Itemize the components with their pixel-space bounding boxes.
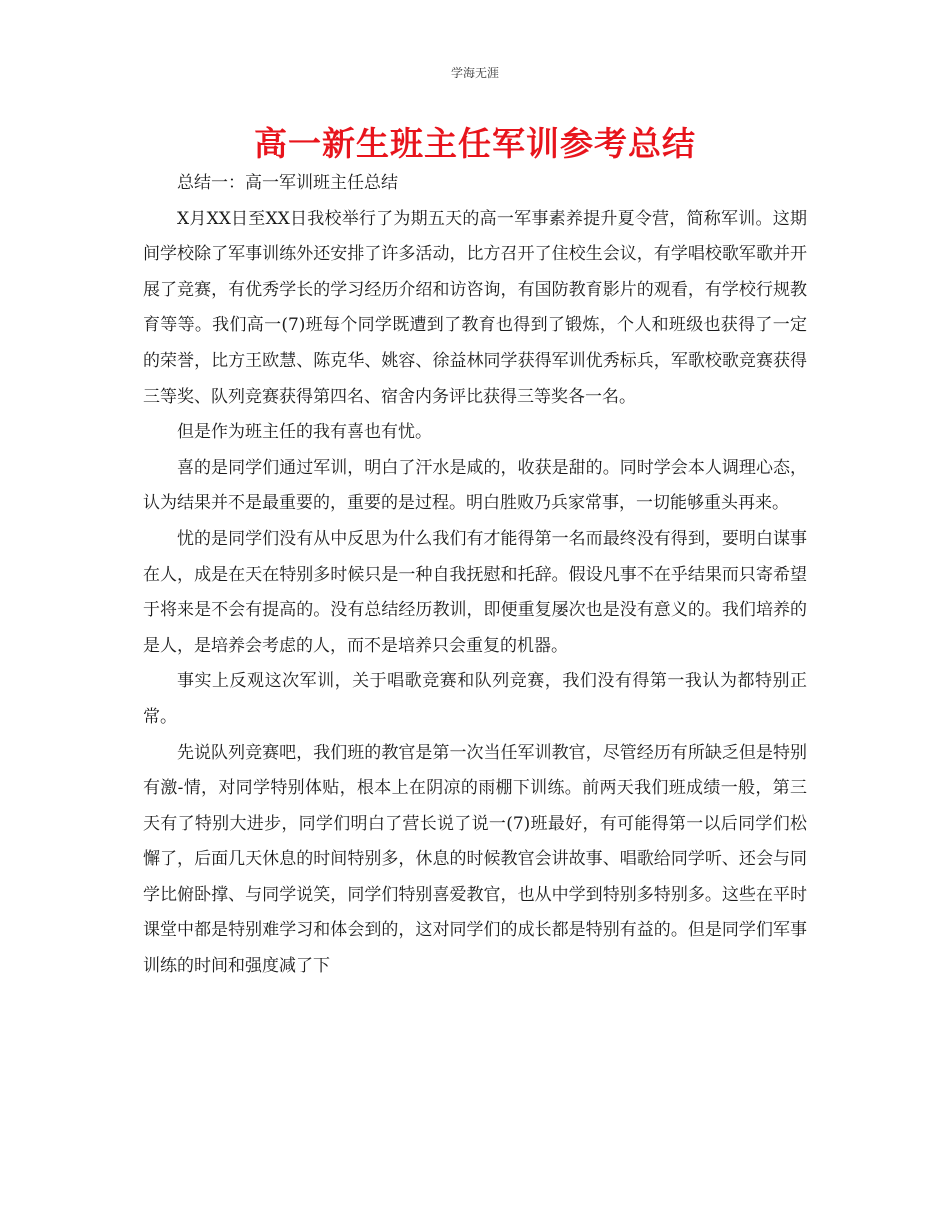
document-title: 高一新生班主任军训参考总结 <box>254 124 696 163</box>
paragraph: 先说队列竞赛吧，我们班的教官是第一次当任军训教官，尽管经历有所缺乏但是特别有激-情，对同学特别体贴，根本上在阴凉的雨棚下训练。前两天我们班成绩一般，第三天有了特别大进步，同学们明白了营长说了说一(7)班最好，有可能得第一以后同学们松懈了，后面几天休息的时间特别多，休息的时候教官会讲故事、唱歌给同学听、还会与同学比俯卧撑、与同学说笑，同学们特别喜爱教官，也从中学到特别多特别多。这些在平时课堂中都是特别难学习和体会到的，这对同学们的成长都是特别有益的。但是同学们军事训练的时间和强度减了下 <box>143 742 807 977</box>
paragraph: 但是作为班主任的我有喜也有忧。 <box>177 422 432 443</box>
document-body <box>143 166 807 985</box>
paragraph: 事实上反观这次军训，关于唱歌竞赛和队列竞赛，我们没有得第一我认为都特别正常。 <box>143 671 807 727</box>
paragraph: X月XX日至XX日我校举行了为期五天的高一军事素养提升夏令营，简称军训。这期间学校除了军事训练外还安排了许多活动，比方召开了住校生会议，有学唱校歌军歌并开展了竞赛，有优秀学长的学习经历介绍和访咨询，有国防教育影片的观看，有学校行规教育等等。我们高一(7)班每个同学既遭到了教育也得到了锻炼，个人和班级也获得了一定的荣誉，比方王欧慧、陈克华、姚容、徐益林同学获得军训优秀标兵，军歌校歌竞赛获得三等奖、队列竞赛获得第四名、宿舍内务评比获得三等奖各一名。 <box>143 208 807 407</box>
page-header: 学海无涯 <box>450 66 499 80</box>
paragraph: 喜的是同学们通过军训，明白了汗水是咸的，收获是甜的。同时学会本人调理心态，认为结果并不是最重要的，重要的是过程。明白胜败乃兵家常事，一切能够重头再来。 <box>143 457 807 514</box>
paragraph: 忧的是同学们没有从中反思为什么我们有才能得第一名而最终没有得到，要明白谋事在人，成是在天在特别多时候只是一种自我抚慰和托辞。假设凡事不在乎结果而只寄希望于将来是不会有提高的。没有总结经历教训，即便重复屡次也是没有意义的。我们培养的是人，是培养会考虑的人，而不是培养只会重复的机器。 <box>143 528 807 656</box>
paragraph-subtitle: 总结一：高一军训班主任总结 <box>177 173 398 193</box>
